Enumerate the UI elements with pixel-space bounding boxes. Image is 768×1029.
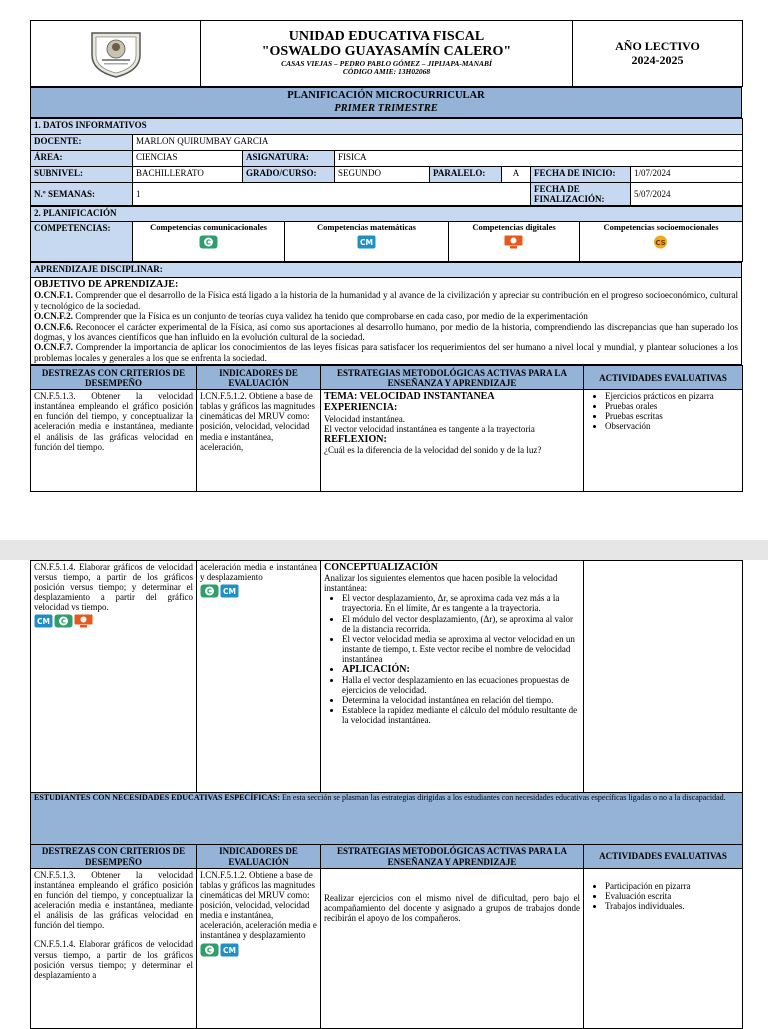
area-value: CIENCIAS (133, 151, 243, 167)
competencia-comunicacional-label: Competencias comunicacionales (150, 222, 267, 233)
competencia-socioemocional-label: Competencias socioemocionales (603, 222, 719, 233)
row3-actividades (584, 869, 743, 1029)
semanas-label: N.º SEMANAS: (31, 183, 133, 206)
row2-indicador (197, 561, 321, 793)
communication-competence-icon (200, 584, 219, 598)
plan-title: PLANIFICACIÓN MICROCURRICULAR (287, 90, 485, 102)
school-name-line-1: UNIDAD EDUCATIVA FISCAL (288, 29, 485, 45)
row3-estrategia: Realizar ejercicios con el mismo nivel de dificultad, pero bajo el acompañamiento del docente y asignado a grupos de trabajos donde recibirán el apoyo de los compañeros. (321, 869, 584, 1029)
paralelo-value: A (502, 167, 531, 183)
nee-cell (31, 793, 743, 845)
conceptualizacion-intro: Analizar los siguientes elementos que hacen posible la velocidad instantánea: (324, 573, 558, 594)
digital-competence-icon (504, 235, 523, 249)
row1-experiencia-text-1: Velocidad instantánea. (324, 413, 405, 424)
school-amie-code: CÓDIGO AMIE: 13H02068 (342, 67, 431, 77)
objetivo-ocnf6 (34, 322, 738, 343)
competencia-matematica-label: Competencias matemáticas (317, 222, 416, 233)
col-header-actividades-2: ACTIVIDADES EVALUATIVAS (584, 845, 743, 869)
nee-label: ESTUDIANTES CON NECESIDADES EDUCATIVAS ESPECÍFICAS: (34, 793, 280, 802)
row3-destreza-b: CN.F.5.1.4. Elaborar gráficos de velocidad versus tiempo, a partir de los gráficos posición versus tiempo; y determinar el desplazamiento a (34, 939, 193, 980)
paralelo-label: PARALELO: (430, 167, 502, 183)
objetivo-ocnf2 (34, 311, 738, 321)
subnivel-label: SUBNIVEL: (31, 167, 133, 183)
col-header-indicadores-2: INDICADORES DE EVALUACIÓN (197, 845, 321, 869)
row1-destreza: CN.F.5.1.3. Obtener la velocidad instantánea empleando el gráfico posición en función del tiempo, y conceptualizar la aceleración media e instantánea, mediante el análisis de las gráficas velocidad en función del tiempo. (31, 390, 197, 492)
planificacion-section-heading: 2. PLANIFICACIÓN (31, 207, 743, 222)
header-table (30, 20, 743, 87)
info-table (30, 118, 743, 206)
school-logo-cell (31, 21, 201, 87)
page-gap (0, 540, 768, 560)
math-competence-icon (220, 943, 239, 957)
col-header-estrategias-2: ESTRATEGIAS METODOLÓGICAS ACTIVAS PARA LA ENSEÑANZA Y APRENDIZAJE (321, 845, 584, 869)
nee-text: En esta sección se plasman las estrategias dirigidas a los estudiantes con necesidades educativas específicas ligadas o no a la discapacidad. (280, 793, 726, 802)
communication-competence-icon (200, 943, 219, 957)
subnivel-value: BACHILLERATO (133, 167, 243, 183)
row1-actividades-list (587, 391, 739, 431)
svg-text:C: C (206, 587, 213, 596)
list-item: • Halla el vector desplazamiento en las ecuaciones propuestas de ejercicios de velocidad. (342, 675, 580, 695)
competencias-table (30, 206, 743, 262)
competencia-digital (449, 222, 580, 262)
row2-indicador-text: aceleración media e instantánea y desplazamiento (200, 562, 317, 583)
math-competence-icon (220, 584, 239, 598)
competencia-comunicacional (133, 222, 285, 262)
row1-tema: TEMA: VELOCIDAD INSTANTANEA (324, 391, 495, 403)
row2-destreza (31, 561, 197, 793)
list-item: • El vector velocidad media se aproxima al vector velocidad en un instante de tiempo, t. Este vector recibe el nombre de velocidad instantánea (342, 634, 580, 664)
row1-reflexion-heading: REFLEXION: (324, 433, 387, 445)
conceptualizacion-heading: CONCEPTUALIZACIÓN (324, 562, 438, 573)
grado-label: GRADO/CURSO: (243, 167, 335, 183)
row2-actividades (584, 561, 743, 793)
svg-text:CM: CM (223, 587, 236, 597)
objetivo-ocnf1-text: Comprender que el desarrollo de la Física está ligado a la historia de la humanidad y al avance de la civilización y apreciar su contribución en el progreso socioeconómico, cultural y tecnológico de la sociedad. (34, 290, 738, 311)
col-header-destrezas-2: DESTREZAS CON CRITERIOS DE DESEMPEÑO (31, 845, 197, 869)
fecha-inicio-value: 1/07/2024 (631, 167, 743, 183)
aprendizaje-table (30, 262, 742, 365)
list-item: • Establece la rapidez mediante el cálculo del módulo resultante de la velocidad instantánea. (342, 705, 580, 725)
info-section-heading: 1. DATOS INFORMATIVOS (31, 119, 743, 135)
row1-reflexion-text: ¿Cuál es la diferencia de la velocidad del sonido y de la luz? (324, 444, 542, 455)
row3-actividades-list (587, 881, 739, 911)
row1-experiencia-text-2: El vector velocidad instantánea es tangente a la trayectoria (324, 423, 535, 434)
fecha-fin-label: FECHA DE FINALIZACIÓN: (531, 183, 631, 206)
list-item: • Pruebas orales (605, 401, 739, 411)
docente-label: DOCENTE: (31, 135, 133, 151)
row1-estrategia (321, 390, 584, 492)
grado-value: SEGUNDO (335, 167, 430, 183)
activity-table-1 (30, 365, 743, 492)
svg-text:CM: CM (37, 617, 50, 627)
aprendizaje-heading: APRENDIZAJE DISCIPLINAR: (31, 263, 742, 278)
row3-indicador-text: I.CN.F.5.1.2. Obtiene a base de tablas y gráficos las magnitudes cinemáticas del MRUV como: posición, velocidad, velocidad media e instantánea, aceleración, aceleración media e instantánea y desplazamiento (200, 870, 317, 941)
asignatura-label: ASIGNATURA: (243, 151, 335, 167)
math-competence-icon (357, 235, 376, 249)
objetivos-cell (31, 278, 742, 365)
objetivo-ocnf2-code: O.CN.F.2. (34, 311, 73, 322)
objetivo-ocnf1 (34, 290, 738, 311)
objetivo-heading: OBJETIVO DE APRENDIZAJE: (34, 279, 179, 291)
page-1 (0, 20, 768, 540)
list-item: • Participación en pizarra (605, 881, 739, 891)
objetivo-ocnf7-code: O.CN.F.7. (34, 342, 73, 353)
area-label: ÁREA: (31, 151, 133, 167)
school-year-label: AÑO LECTIVO (615, 39, 700, 54)
svg-text:C: C (60, 617, 67, 626)
list-item: • El vector desplazamiento, Δr, se aproxima cada vez más a la trayectoria. En el límite, Δr es tangente a la trayectoria. (342, 593, 580, 613)
competencia-digital-label: Competencias digitales (472, 222, 556, 233)
row1-actividades (584, 390, 743, 492)
conceptualizacion-list (324, 593, 580, 725)
competencia-matematica (285, 222, 449, 262)
page-2 (0, 560, 768, 1024)
svg-text:CM: CM (223, 945, 236, 955)
list-item: • Trabajos individuales. (605, 901, 739, 911)
socioemotional-competence-icon (651, 235, 670, 249)
objetivo-ocnf7-text: Comprender la importancia de aplicar los conocimientos de las leyes físicas para satisfacer los requerimientos del ser humano a nivel local y mundial, y plantear soluciones a los problemas locales y generales a los que se enfrenta la sociedad. (34, 342, 738, 363)
school-year-value: 2024-2025 (631, 52, 684, 67)
svg-text:C: C (205, 238, 211, 247)
svg-text:CS: CS (655, 238, 666, 247)
school-address: CASAS VIEJAS – PEDRO PABLO GÓMEZ – JIPIJAPA-MANABÍ (281, 58, 492, 68)
col-header-actividades: ACTIVIDADES EVALUATIVAS (584, 366, 743, 390)
competencia-socioemocional (580, 222, 743, 262)
list-item: • Determina la velocidad instantánea en relación del tiempo. (342, 695, 580, 705)
communication-competence-icon (54, 614, 73, 628)
list-item: • Ejercicios prácticos en pizarra (605, 391, 739, 401)
objetivo-ocnf6-text: Reconocer el carácter experimental de la Física, así como sus aportaciones al desarrollo humano, por medio de la historia, comprendiendo las discrepancias que han superado los dogmas, y los avances científicos que han influido en la evolución cultural de la sociedad. (34, 321, 738, 343)
row3-destreza (31, 869, 197, 1029)
semanas-value: 1 (133, 183, 531, 206)
row2-estrategia (321, 561, 584, 793)
asignatura-value: FISICA (335, 151, 743, 167)
math-competence-icon (34, 614, 53, 628)
list-item: • Observación (605, 421, 739, 431)
objetivo-ocnf7 (34, 342, 738, 363)
fecha-fin-value: 5/07/2024 (631, 183, 743, 206)
list-item: • Pruebas escritas (605, 411, 739, 421)
col-header-estrategias: ESTRATEGIAS METODOLÓGICAS ACTIVAS PARA LA ENSEÑANZA Y APRENDIZAJE (321, 366, 584, 390)
fecha-inicio-label: FECHA DE INICIO: (531, 167, 631, 183)
competencias-label: COMPETENCIAS: (31, 222, 133, 262)
objetivo-ocnf2-text: Comprender que la Física es un conjunto de teorías cuya validez ha tenido que comprobarse en cada caso, por medio de la experimentación (72, 311, 588, 322)
row3-destreza-a: CN.F.5.1.3. Obtener la velocidad instantánea empleando el gráfico posición en función del tiempo, y conceptualizar la aceleración media e instantánea, mediante el análisis de las gráficas velocidad en función del tiempo. (34, 870, 193, 931)
row1-experiencia-heading: EXPERIENCIA: (324, 402, 398, 414)
col-header-destrezas: DESTREZAS CON CRITERIOS DE DESEMPEÑO (31, 366, 197, 390)
row2-destreza-text: CN.F.5.1.4. Elaborar gráficos de velocidad versus tiempo, a partir de los gráficos posición versus tiempo; y determinar el desplazamiento a partir del gráfico velocidad vs tiempo. (34, 562, 193, 613)
row1-indicador: I.CN.F.5.1.2. Obtiene a base de tablas y gráficos las magnitudes cinemáticas del MRUV como: posición, velocidad, velocidad media e instantánea, aceleración, (197, 390, 321, 492)
objetivo-ocnf1-code: O.CN.F.1. (34, 290, 73, 301)
school-crest-icon (86, 25, 146, 79)
plan-title-cell (31, 88, 742, 118)
aplicacion-heading: • APLICACIÓN: (342, 664, 580, 675)
list-item: • Evaluación escrita (605, 891, 739, 901)
digital-competence-icon (74, 614, 93, 628)
row3-indicador (197, 869, 321, 1029)
svg-text:CM: CM (359, 237, 373, 247)
objetivo-ocnf6-code: O.CN.F.6. (34, 321, 73, 332)
school-title-cell (201, 21, 573, 87)
svg-text:C: C (206, 946, 213, 955)
school-name-line-2: "OSWALDO GUAYASAMÍN CALERO" (261, 44, 512, 60)
plan-subtitle: PRIMER TRIMESTRE (334, 102, 438, 114)
list-item: • El módulo del vector desplazamiento, (Δr), se aproxima al valor de la distancia recorrida. (342, 614, 580, 634)
docente-value: MARLON QUIRUMBAY GARCIA (133, 135, 743, 151)
activity-table-2 (30, 560, 743, 1029)
communication-competence-icon (199, 235, 218, 249)
col-header-indicadores: INDICADORES DE EVALUACIÓN (197, 366, 321, 390)
school-year-cell (573, 21, 743, 87)
